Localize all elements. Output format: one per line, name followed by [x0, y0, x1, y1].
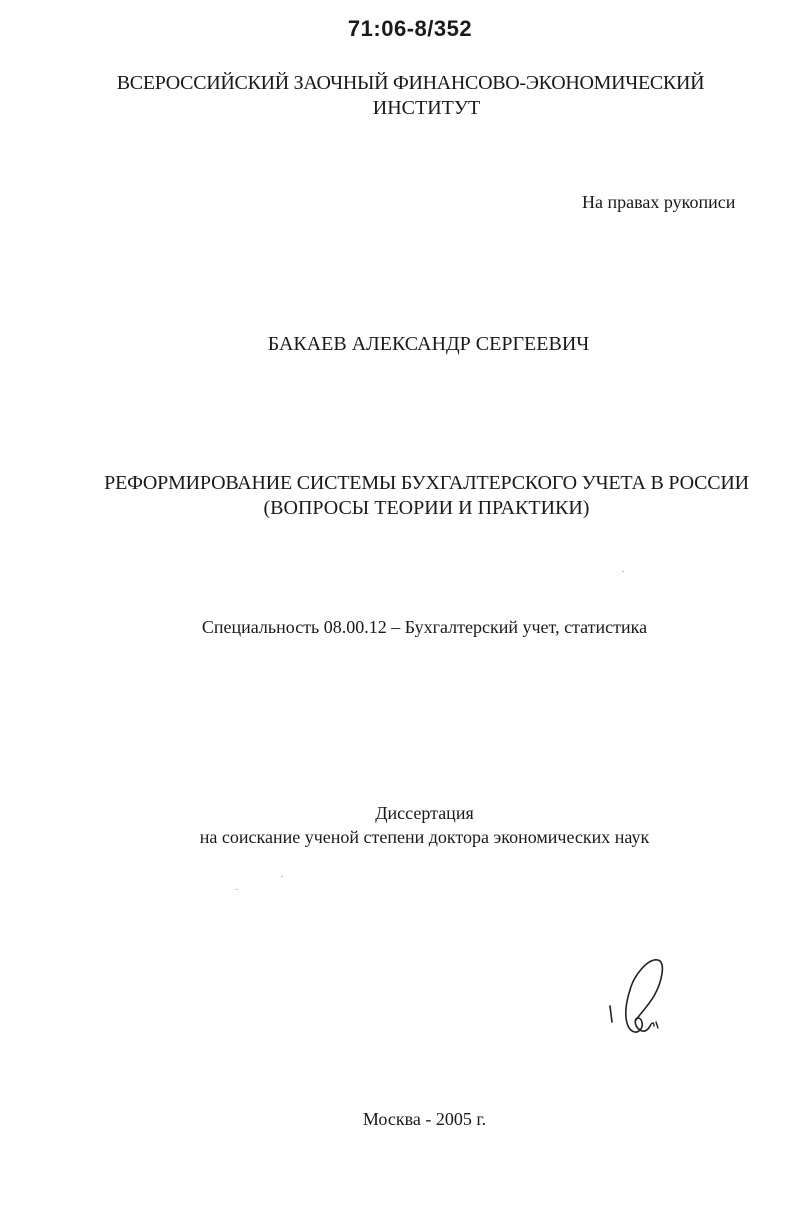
specialty-line: Специальность 08.00.12 – Бухгалтерский учет, статистика [201, 617, 648, 637]
author-name: БАКАЕВ АЛЕКСАНДР СЕРГЕЕВИЧ [267, 333, 590, 355]
catalog-code: 71:06-8/352 [347, 16, 473, 41]
manuscript-rights-note: На правах рукописи [582, 192, 736, 212]
signature-icon [600, 950, 680, 1040]
institution-name-line-1: ВСЕРОССИЙСКИЙ ЗАОЧНЫЙ ФИНАНСОВО-ЭКОНОМИЧЕСКИЙ [116, 72, 705, 94]
thesis-title-line-1: РЕФОРМИРОВАНИЕ СИСТЕМЫ БУХГАЛТЕРСКОГО УЧЕТА В РОССИИ [104, 472, 749, 494]
scan-speck [622, 571, 624, 572]
institution-name-line-2: ИНСТИТУТ [372, 97, 481, 119]
degree-description: на соискание ученой степени доктора экономических наук [199, 827, 650, 847]
thesis-title-line-2: (ВОПРОСЫ ТЕОРИИ И ПРАКТИКИ) [263, 497, 590, 519]
dissertation-label: Диссертация [375, 803, 474, 823]
scan-speck [236, 889, 238, 890]
scan-speck [281, 876, 283, 877]
city-and-year: Москва - 2005 г. [362, 1109, 487, 1129]
